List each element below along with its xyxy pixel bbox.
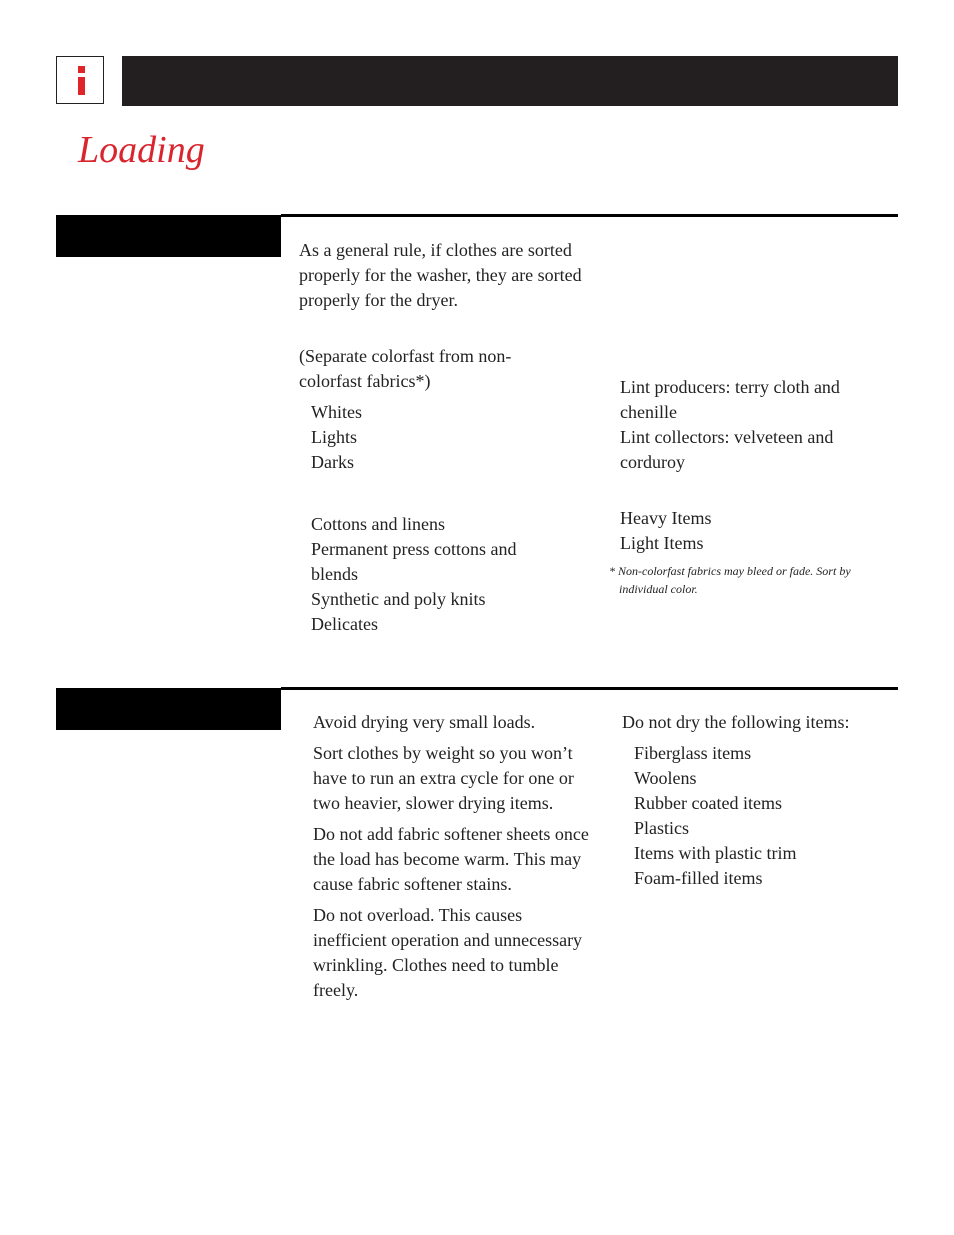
list-item: Lint collectors: velveteen and corduroy: [620, 427, 834, 472]
tips-paragraphs: [313, 710, 591, 1009]
color-group-list: [311, 400, 571, 475]
list-item: Heavy Items: [620, 508, 712, 528]
info-icon: [56, 56, 104, 104]
list-item: Woolens: [634, 768, 697, 788]
list-item: Lights: [311, 427, 358, 447]
page-title: Loading: [78, 129, 205, 171]
lint-group-list: [620, 375, 885, 475]
list-item: Permanent press cottons and blends: [311, 539, 517, 584]
list-item: Synthetic and poly knits: [311, 589, 486, 609]
list-item: Items with plastic trim: [634, 843, 797, 863]
fabric-group-list: [311, 512, 531, 637]
tip-paragraph: Sort clothes by weight so you won’t have to run an extra cycle for one or two heavier, slower drying items.: [313, 743, 574, 813]
section-tips-heading-block: [56, 688, 281, 730]
list-item: Light Items: [620, 533, 704, 553]
list-item: Foam-filled items: [634, 868, 763, 888]
section-sorting-heading-block: [56, 215, 281, 257]
footnote: * Non-colorfast fabrics may bleed or fade. Sort by individual color.: [609, 564, 851, 596]
list-item: Delicates: [311, 614, 378, 634]
list-item: Whites: [311, 402, 362, 422]
list-item: Lint producers: terry cloth and chenille: [620, 377, 840, 422]
list-item: Fiberglass items: [634, 743, 752, 763]
tip-paragraph: Avoid drying very small loads.: [313, 712, 536, 732]
list-item: Darks: [311, 452, 354, 472]
list-item: Rubber coated items: [634, 793, 782, 813]
info-icon-stem: [78, 77, 85, 95]
section-tips-rule: [281, 687, 898, 690]
sorting-intro: As a general rule, if clothes are sorted properly for the washer, they are sorted properly for the dryer.: [299, 240, 582, 310]
do-not-dry-list: [634, 741, 889, 891]
weight-group-list: [620, 506, 880, 556]
tip-paragraph: Do not overload. This causes inefficient operation and unnecessary wrinkling. Clothes need to tumble freely.: [313, 905, 583, 1000]
tip-paragraph: Do not add fabric softener sheets once the load has become warm. This may cause fabric softener stains.: [313, 824, 589, 894]
info-icon-dot: [78, 66, 85, 73]
list-item: Cottons and linens: [311, 514, 445, 534]
header-bar: [122, 56, 898, 106]
do-not-dry-heading: Do not dry the following items:: [622, 712, 850, 732]
list-item: Plastics: [634, 818, 690, 838]
section-sorting-rule: [281, 214, 898, 217]
sorting-color-note: (Separate colorfast from non-colorfast fabrics*): [299, 346, 512, 391]
